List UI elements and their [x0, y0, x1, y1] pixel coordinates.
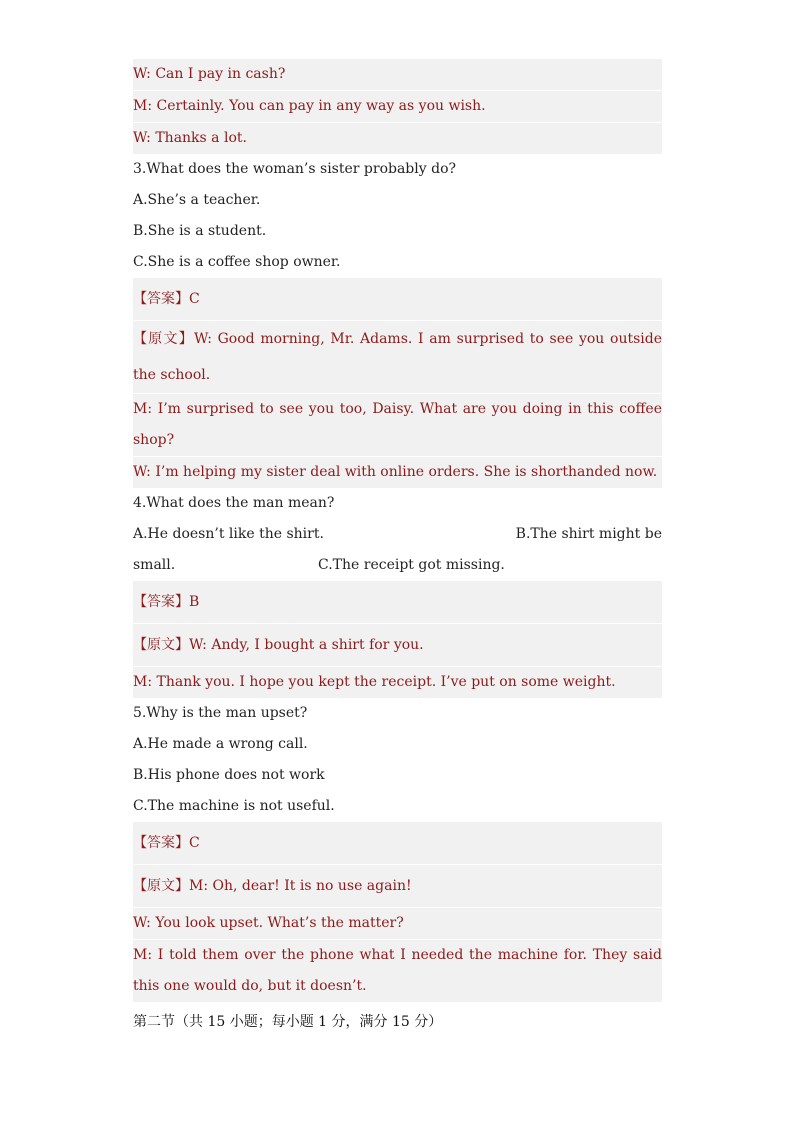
transcript-line: W: You look upset. What’s the matter? [133, 907, 662, 939]
section-heading: 第二节（共 15 小题；每小题 1 分，满分 15 分） [133, 1014, 443, 1030]
answer-value: B [189, 594, 200, 610]
q4-option-a: A.He doesn’t like the shirt. [133, 526, 324, 542]
answer-block-q4 [133, 581, 662, 698]
question-4: 4.What does the man mean? [133, 495, 335, 511]
transcript-text: M: Oh, dear! It is no use again! [189, 878, 412, 894]
q5-transcript-first [133, 864, 662, 907]
transcript-text: W: Good morning, Mr. Adams. I am surprised to see you outside the school. [133, 331, 663, 383]
q3-transcript-first [133, 320, 662, 393]
answer-tag: 【答案】 [133, 835, 189, 851]
question-5: 5.Why is the man upset? [133, 705, 308, 721]
answer-tag: 【答案】 [133, 291, 189, 307]
q4-option-b-cont: small. [133, 557, 176, 573]
q4-option-c: C.The receipt got missing. [318, 557, 505, 573]
transcript-line: M: Certainly. You can pay in any way as you wish. [133, 90, 662, 122]
transcript-text: W: Andy, I bought a shirt for you. [189, 637, 424, 653]
q4-transcript-first [133, 623, 662, 666]
q4-options-line-1 [133, 519, 662, 550]
transcript-line: M: I’m surprised to see you too, Daisy. What are you doing in this coffee shop? [133, 393, 662, 456]
q3-option-a: A.She’s a teacher. [133, 192, 261, 208]
q4-answer [133, 581, 662, 623]
answer-value: C [189, 835, 200, 851]
q5-option-a: A.He made a wrong call. [133, 736, 308, 752]
answer-block-q3 [133, 278, 662, 488]
q4-option-b: B.The shirt might be [515, 526, 662, 542]
transcript-line: M: Thank you. I hope you kept the receipt. I’ve put on some weight. [133, 666, 662, 698]
q5-option-b: B.His phone does not work [133, 767, 325, 783]
q5-answer [133, 822, 662, 864]
transcript-tag: 【原文】 [133, 637, 189, 653]
q4-options-line-2 [133, 550, 662, 581]
answer-tag: 【答案】 [133, 594, 189, 610]
q3-answer [133, 278, 662, 320]
transcript-tag: 【原文】 [133, 878, 189, 894]
transcript-line: W: Thanks a lot. [133, 122, 662, 154]
q5-option-c: C.The machine is not useful. [133, 798, 335, 814]
q3-option-c: C.She is a coffee shop owner. [133, 254, 341, 270]
transcript-line: M: I told them over the phone what I needed the machine for. They said this one would do, but it doesn’t. [133, 939, 662, 1002]
transcript-block-q2 [133, 59, 662, 154]
transcript-line: W: I’m helping my sister deal with online orders. She is shorthanded now. [133, 456, 662, 488]
transcript-tag: 【原文】 [133, 331, 195, 347]
q3-option-b: B.She is a student. [133, 223, 267, 239]
document-content [133, 59, 662, 1042]
answer-block-q5 [133, 822, 662, 1002]
question-3: 3.What does the woman’s sister probably do? [133, 161, 456, 177]
transcript-line: W: Can I pay in cash? [133, 66, 286, 82]
answer-value: C [189, 291, 200, 307]
